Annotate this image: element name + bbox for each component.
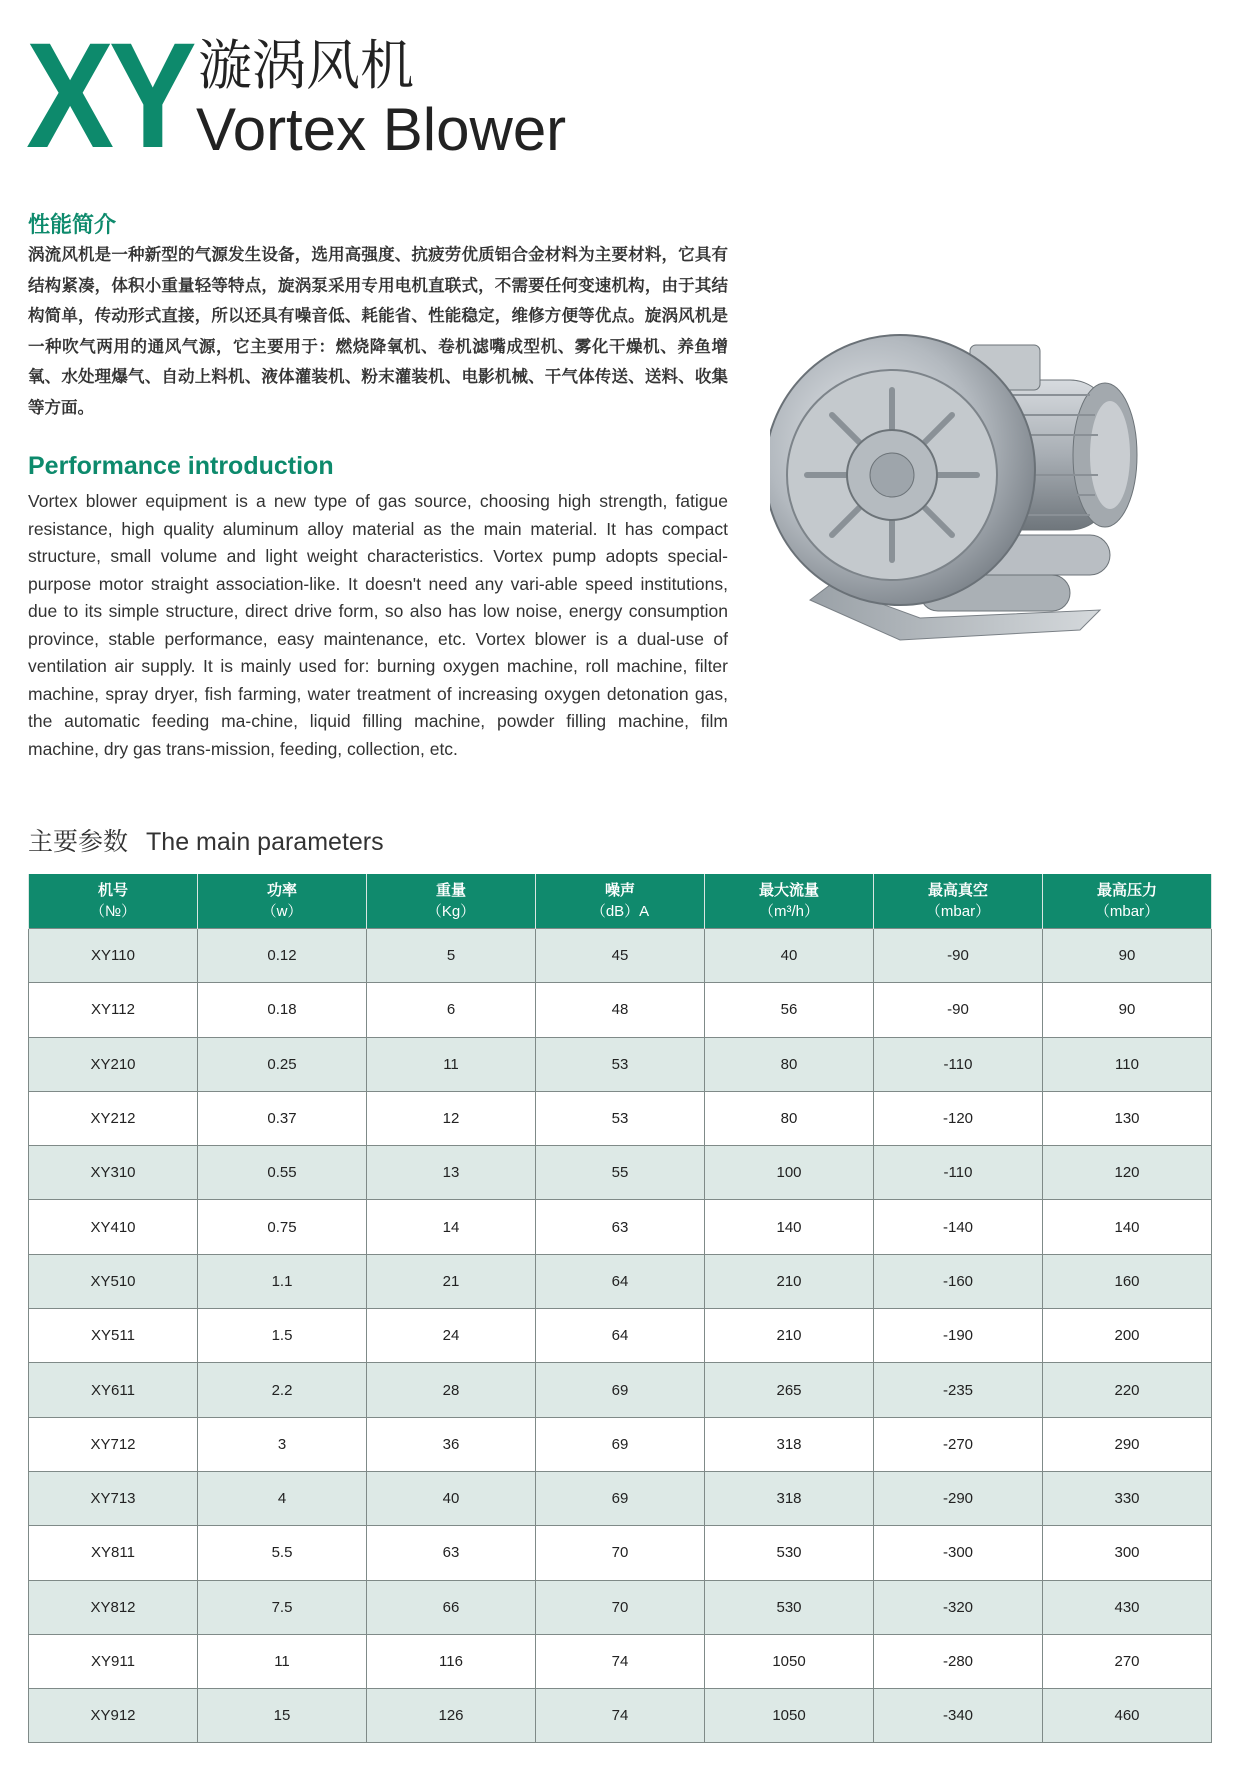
- table-cell: 2.2: [198, 1363, 367, 1417]
- vortex-blower-product-image: [770, 300, 1170, 700]
- table-cell: 7.5: [198, 1580, 367, 1634]
- table-cell: -90: [874, 929, 1043, 983]
- table-cell: -340: [874, 1689, 1043, 1743]
- table-row: [29, 1091, 1212, 1145]
- table-row: [29, 1146, 1212, 1200]
- table-cell: 460: [1043, 1689, 1212, 1743]
- table-cell: XY510: [29, 1254, 198, 1308]
- table-cell: 64: [536, 1254, 705, 1308]
- table-row: [29, 1417, 1212, 1471]
- column-header: [198, 874, 367, 929]
- column-header-unit: （dB）A: [590, 903, 650, 920]
- table-cell: 24: [367, 1309, 536, 1363]
- table-cell: 300: [1043, 1526, 1212, 1580]
- table-cell: 40: [705, 929, 874, 983]
- table-cell: XY911: [29, 1634, 198, 1688]
- table-cell: 36: [367, 1417, 536, 1471]
- table-cell: 28: [367, 1363, 536, 1417]
- table-cell: 530: [705, 1526, 874, 1580]
- table-cell: 74: [536, 1634, 705, 1688]
- column-header-unit: （№）: [89, 903, 137, 920]
- table-cell: 318: [705, 1417, 874, 1471]
- table-cell: 11: [367, 1037, 536, 1091]
- table-cell: XY611: [29, 1363, 198, 1417]
- column-header: [536, 874, 705, 929]
- table-cell: 48: [536, 983, 705, 1037]
- table-body: [29, 929, 1212, 1743]
- table-cell: 318: [705, 1471, 874, 1525]
- table-cell: 100: [705, 1146, 874, 1200]
- table-cell: XY713: [29, 1471, 198, 1525]
- table-cell: 13: [367, 1146, 536, 1200]
- column-header-label: 功率: [266, 882, 297, 899]
- table-cell: 110: [1043, 1037, 1212, 1091]
- table-cell: -320: [874, 1580, 1043, 1634]
- table-cell: 1050: [705, 1689, 874, 1743]
- column-header: [874, 874, 1043, 929]
- table-cell: 210: [705, 1309, 874, 1363]
- table-row: [29, 1580, 1212, 1634]
- intro-cn-paragraph: 涡流风机是一种新型的气源发生设备，选用高强度、抗疲劳优质铝合金材料为主要材料，它具有结构紧凑，体积小重量轻等特点，旋涡泵采用专用电机直联式，不需要任何变速机构，由于其结构简单，传动形式直接，所以还具有噪音低、耗能省、性能稳定，维修方便等优点。旋涡风机是一种吹气两用的通风气源，它主要用于：燃烧降氧机、卷机滤嘴成型机、雾化干燥机、养鱼增氧、水处理爆气、自动上料机、液体灌装机、粉末灌装机、电影机械、干气体传送、送料、收集等方面。: [28, 245, 728, 417]
- table-cell: 160: [1043, 1254, 1212, 1308]
- table-cell: -110: [874, 1037, 1043, 1091]
- column-header-label: 机号: [97, 882, 128, 899]
- column-header-label: 噪声: [604, 882, 635, 899]
- table-cell: 116: [367, 1634, 536, 1688]
- table-cell: 4: [198, 1471, 367, 1525]
- table-row: [29, 1363, 1212, 1417]
- table-cell: XY410: [29, 1200, 198, 1254]
- table-header-row: [29, 874, 1212, 929]
- table-cell: XY112: [29, 983, 198, 1037]
- column-header-unit: （Kg）: [426, 903, 476, 920]
- table-cell: 210: [705, 1254, 874, 1308]
- table-cell: XY212: [29, 1091, 198, 1145]
- table-cell: 90: [1043, 983, 1212, 1037]
- table-cell: -120: [874, 1091, 1043, 1145]
- table-row: [29, 929, 1212, 983]
- table-cell: -90: [874, 983, 1043, 1037]
- table-cell: 430: [1043, 1580, 1212, 1634]
- column-header-label: 重量: [435, 882, 466, 899]
- table-cell: 80: [705, 1037, 874, 1091]
- table-cell: 200: [1043, 1309, 1212, 1363]
- table-cell: 530: [705, 1580, 874, 1634]
- table-cell: -235: [874, 1363, 1043, 1417]
- table-cell: 15: [198, 1689, 367, 1743]
- table-cell: 80: [705, 1091, 874, 1145]
- table-cell: 21: [367, 1254, 536, 1308]
- brand-logo: XY: [26, 11, 192, 179]
- table-cell: 0.25: [198, 1037, 367, 1091]
- table-cell: 53: [536, 1037, 705, 1091]
- column-header-label: 最大流量: [758, 882, 819, 899]
- column-header: [367, 874, 536, 929]
- table-cell: 14: [367, 1200, 536, 1254]
- column-header: [29, 874, 198, 929]
- intro-en-paragraph: Vortex blower equipment is a new type of gas source, choosing high strength, fatigue resistance, high quality aluminum alloy material as the main material. It has compact structure, small volume and light weight characteristics. Vortex pump adopts special-purpose motor straight association-like. It doesn't need any vari-able speed institutions, due to its simple structure, direct drive form, so also has low noise, energy consumption province, stable performance, easy maintenance, etc. Vortex blower is a dual-use of ventilation air supply. It is mainly used for: burning oxygen machine, roll machine, filter machine, spray dryer, fish farming, water treatment of increasing oxygen detonation gas, the automatic feeding ma-chine, liquid filling machine, powder filling machine, film machine, dry gas trans-mission, feeding, collection, etc.: [28, 491, 728, 759]
- table-row: [29, 1526, 1212, 1580]
- table-cell: -110: [874, 1146, 1043, 1200]
- table-row: [29, 1471, 1212, 1525]
- table-cell: XY511: [29, 1309, 198, 1363]
- table-cell: 120: [1043, 1146, 1212, 1200]
- table-cell: 69: [536, 1363, 705, 1417]
- table-cell: -280: [874, 1634, 1043, 1688]
- table-cell: 45: [536, 929, 705, 983]
- table-cell: -270: [874, 1417, 1043, 1471]
- parameters-table: [28, 874, 1212, 1743]
- table-cell: 130: [1043, 1091, 1212, 1145]
- params-title: [28, 822, 384, 858]
- table-cell: 0.75: [198, 1200, 367, 1254]
- table-cell: XY310: [29, 1146, 198, 1200]
- table-row: [29, 1254, 1212, 1308]
- table-cell: 140: [1043, 1200, 1212, 1254]
- table-cell: 265: [705, 1363, 874, 1417]
- table-cell: 3: [198, 1417, 367, 1471]
- table-cell: -140: [874, 1200, 1043, 1254]
- table-cell: XY912: [29, 1689, 198, 1743]
- table-cell: 55: [536, 1146, 705, 1200]
- table-cell: 5.5: [198, 1526, 367, 1580]
- table-cell: 0.55: [198, 1146, 367, 1200]
- table-cell: 63: [536, 1200, 705, 1254]
- intro-cn-heading: 性能简介: [28, 213, 117, 238]
- table-cell: 0.37: [198, 1091, 367, 1145]
- table-row: [29, 1200, 1212, 1254]
- table-cell: 290: [1043, 1417, 1212, 1471]
- column-header-unit: （mbar）: [925, 903, 991, 920]
- table-cell: XY811: [29, 1526, 198, 1580]
- params-title-cn: 主要参数: [28, 827, 129, 856]
- table-cell: 330: [1043, 1471, 1212, 1525]
- page-title-cn: 漩涡风机: [198, 34, 414, 97]
- column-header: [1043, 874, 1212, 929]
- table-cell: 140: [705, 1200, 874, 1254]
- table-cell: 66: [367, 1580, 536, 1634]
- table-cell: 11: [198, 1634, 367, 1688]
- table-cell: 0.12: [198, 929, 367, 983]
- table-cell: 5: [367, 929, 536, 983]
- table-row: [29, 1309, 1212, 1363]
- table-row: [29, 1689, 1212, 1743]
- table-cell: XY812: [29, 1580, 198, 1634]
- column-header-label: 最高压力: [1096, 882, 1157, 899]
- params-title-en: The main parameters: [146, 828, 384, 856]
- table-cell: 1050: [705, 1634, 874, 1688]
- table-cell: 69: [536, 1471, 705, 1525]
- table-cell: XY110: [29, 929, 198, 983]
- table-cell: 270: [1043, 1634, 1212, 1688]
- table-cell: 64: [536, 1309, 705, 1363]
- table-cell: 12: [367, 1091, 536, 1145]
- table-cell: 69: [536, 1417, 705, 1471]
- table-cell: 90: [1043, 929, 1212, 983]
- table-row: [29, 1037, 1212, 1091]
- table-cell: 6: [367, 983, 536, 1037]
- table-cell: -190: [874, 1309, 1043, 1363]
- table-cell: 40: [367, 1471, 536, 1525]
- table-cell: 53: [536, 1091, 705, 1145]
- table-cell: XY712: [29, 1417, 198, 1471]
- table-cell: 1.5: [198, 1309, 367, 1363]
- table-cell: -290: [874, 1471, 1043, 1525]
- column-header-unit: （mbar）: [1094, 903, 1160, 920]
- page-title-en: Vortex Blower: [196, 96, 567, 163]
- table-cell: 70: [536, 1526, 705, 1580]
- table-cell: 63: [367, 1526, 536, 1580]
- table-cell: 1.1: [198, 1254, 367, 1308]
- table-cell: 56: [705, 983, 874, 1037]
- column-header-unit: （w）: [261, 903, 303, 920]
- intro-en-heading: Performance introduction: [28, 452, 334, 480]
- table-cell: -300: [874, 1526, 1043, 1580]
- table-cell: 220: [1043, 1363, 1212, 1417]
- column-header-unit: （m³/h）: [758, 903, 819, 920]
- table-cell: 0.18: [198, 983, 367, 1037]
- column-header-label: 最高真空: [927, 882, 988, 899]
- table-cell: 70: [536, 1580, 705, 1634]
- table-cell: 74: [536, 1689, 705, 1743]
- table-cell: XY210: [29, 1037, 198, 1091]
- column-header: [705, 874, 874, 929]
- table-row: [29, 983, 1212, 1037]
- table-cell: -160: [874, 1254, 1043, 1308]
- table-cell: 126: [367, 1689, 536, 1743]
- table-row: [29, 1634, 1212, 1688]
